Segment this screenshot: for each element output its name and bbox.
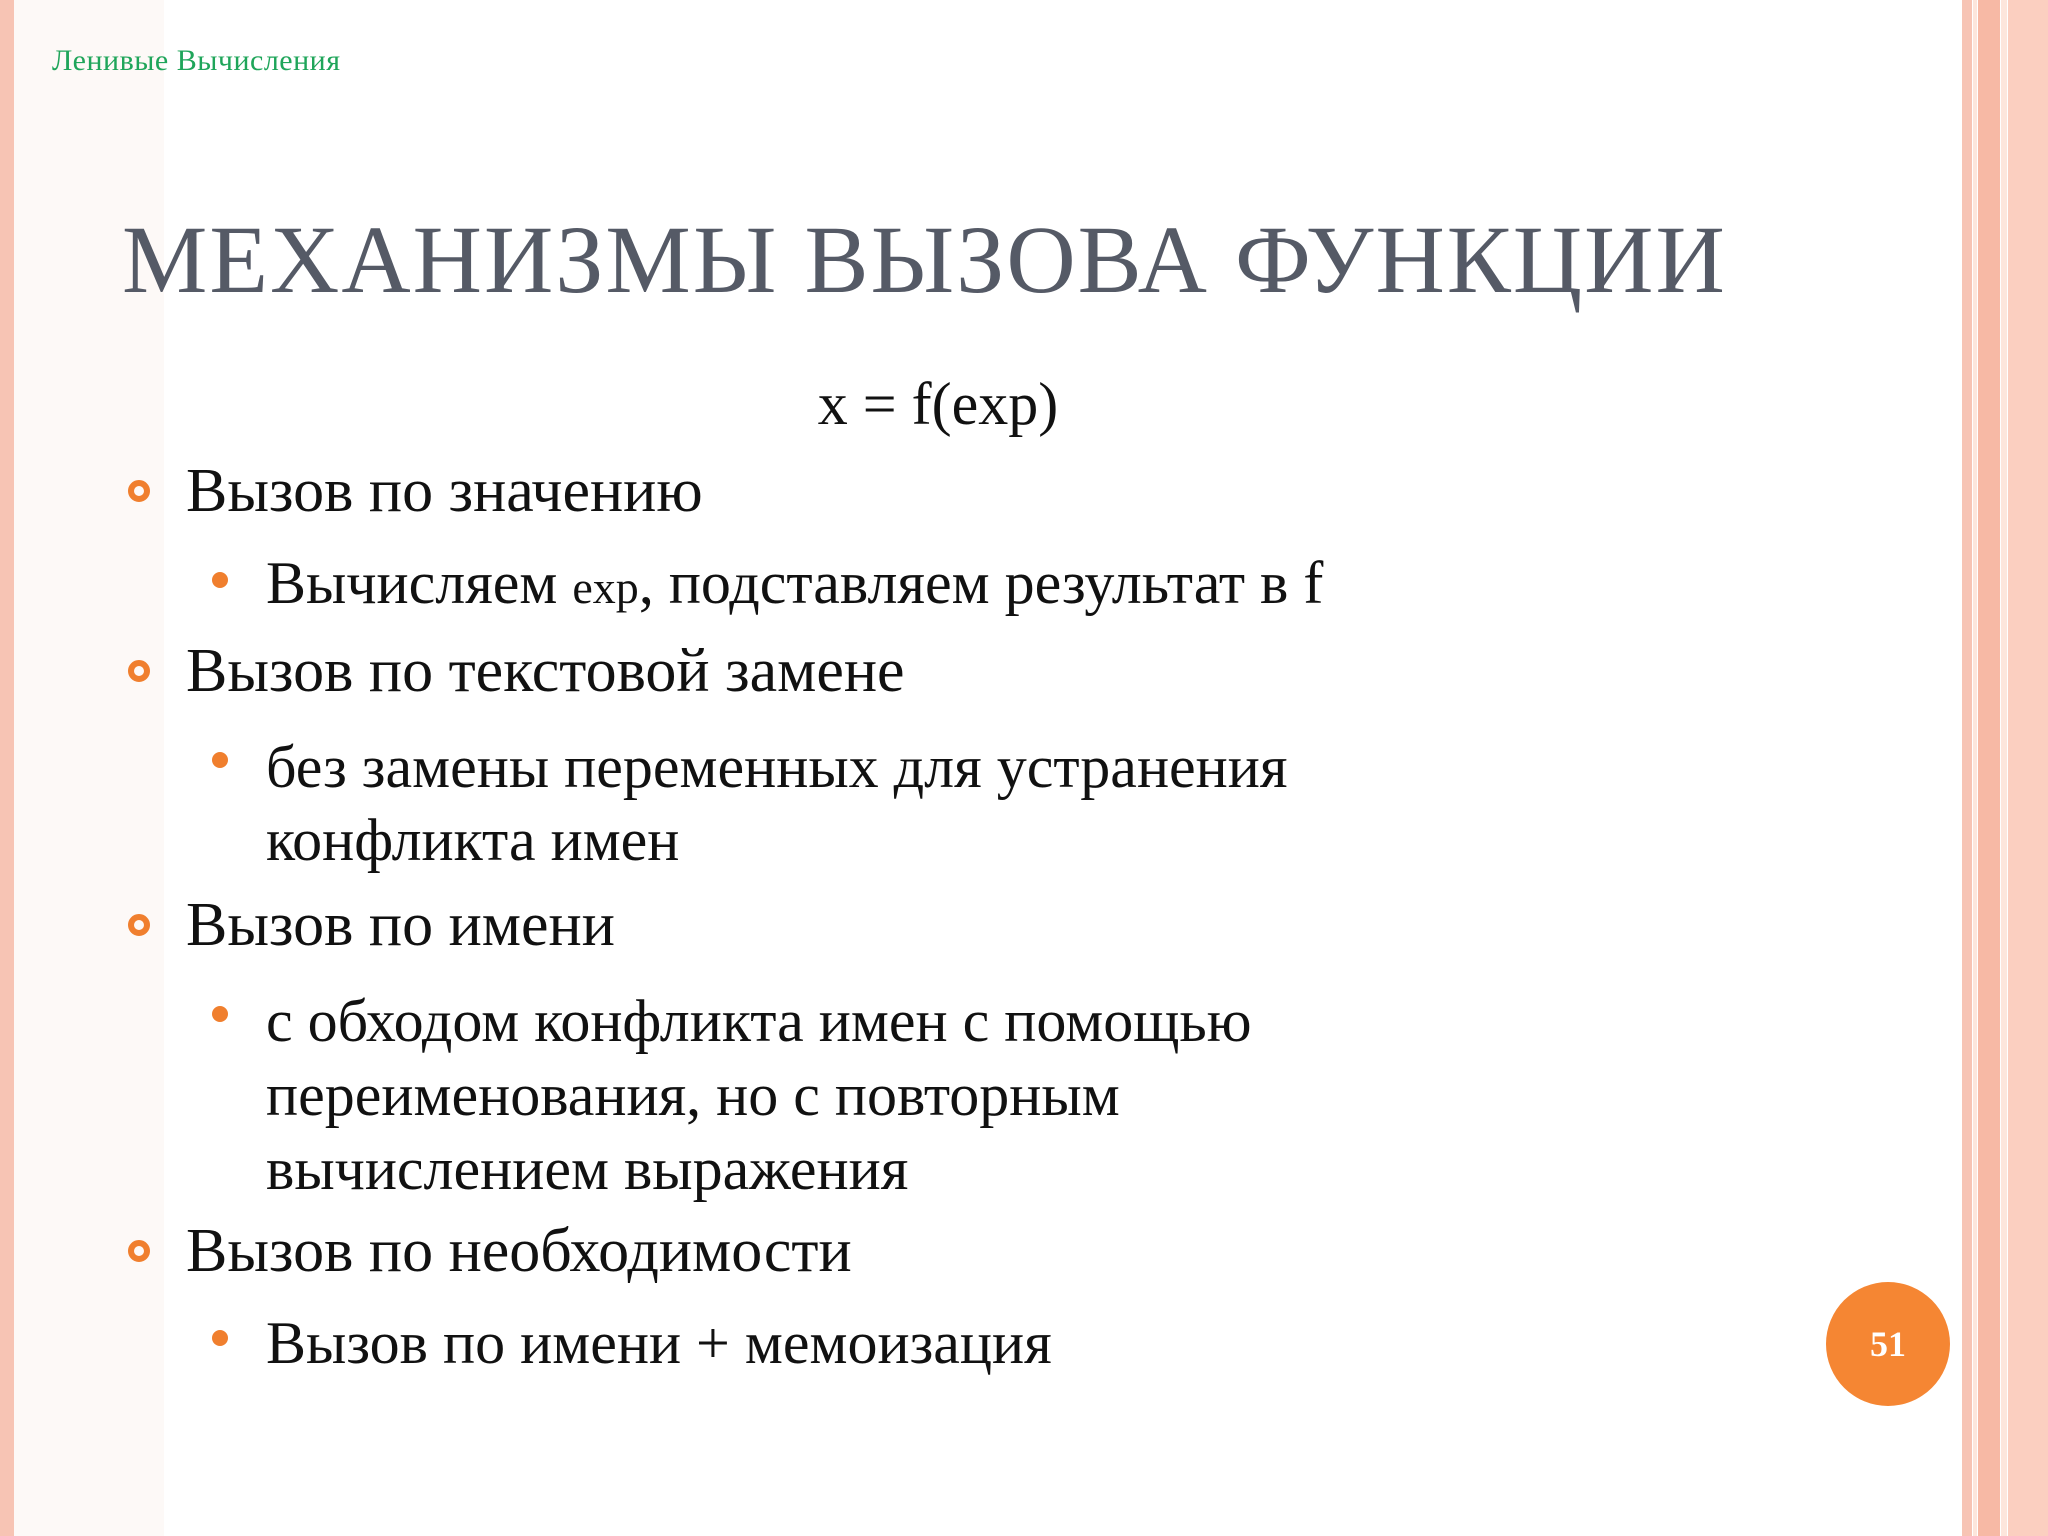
dot-bullet-icon: [212, 1006, 228, 1022]
list-item: Вызов по текстовой замене: [186, 637, 905, 705]
sub-list-item-continuation: переименования, но с повторным: [266, 1062, 1120, 1128]
header-label: Ленивые Вычисления: [52, 44, 341, 77]
dot-bullet-icon: [212, 572, 228, 588]
sub-list-item: Вызов по имени + мемоизация: [266, 1310, 1052, 1376]
circle-bullet-icon: [128, 480, 150, 502]
sub-list-item-continuation: конфликта имен: [266, 807, 680, 873]
right-decorative-stripe: [1978, 0, 2000, 1536]
page-number-badge: 51: [1826, 1282, 1950, 1406]
list-item: Вызов по имени: [186, 891, 615, 959]
right-decorative-stripe: [2008, 0, 2048, 1536]
left-decorative-stripe: [0, 0, 14, 1536]
circle-bullet-icon: [128, 660, 150, 682]
sub-list-item: без замены переменных для устранения: [266, 734, 1288, 800]
sub-list-item-continuation: вычислением выражения: [266, 1136, 909, 1202]
list-item: Вызов по необходимости: [186, 1217, 852, 1285]
list-item: Вызов по значению: [186, 457, 703, 525]
dot-bullet-icon: [212, 1330, 228, 1346]
right-decorative-stripe-thin: [1973, 0, 1977, 1536]
code-text: exp: [572, 562, 639, 613]
circle-bullet-icon: [128, 914, 150, 936]
sub-item-text: Вычисляем: [266, 550, 573, 616]
circle-bullet-icon: [128, 1240, 150, 1262]
slide-title: МЕХАНИЗМЫ ВЫЗОВА ФУНКЦИИ: [122, 206, 1727, 313]
sub-list-item: [266, 546, 1323, 625]
right-decorative-stripe-thin: [2001, 0, 2007, 1536]
right-decorative-stripe: [1962, 0, 1972, 1536]
sub-item-text: , подставляем результат в f: [638, 550, 1324, 616]
dot-bullet-icon: [212, 752, 228, 768]
sub-list-item: с обходом конфликта имен с помощью: [266, 988, 1252, 1054]
formula: x = f(exp): [817, 371, 1059, 437]
